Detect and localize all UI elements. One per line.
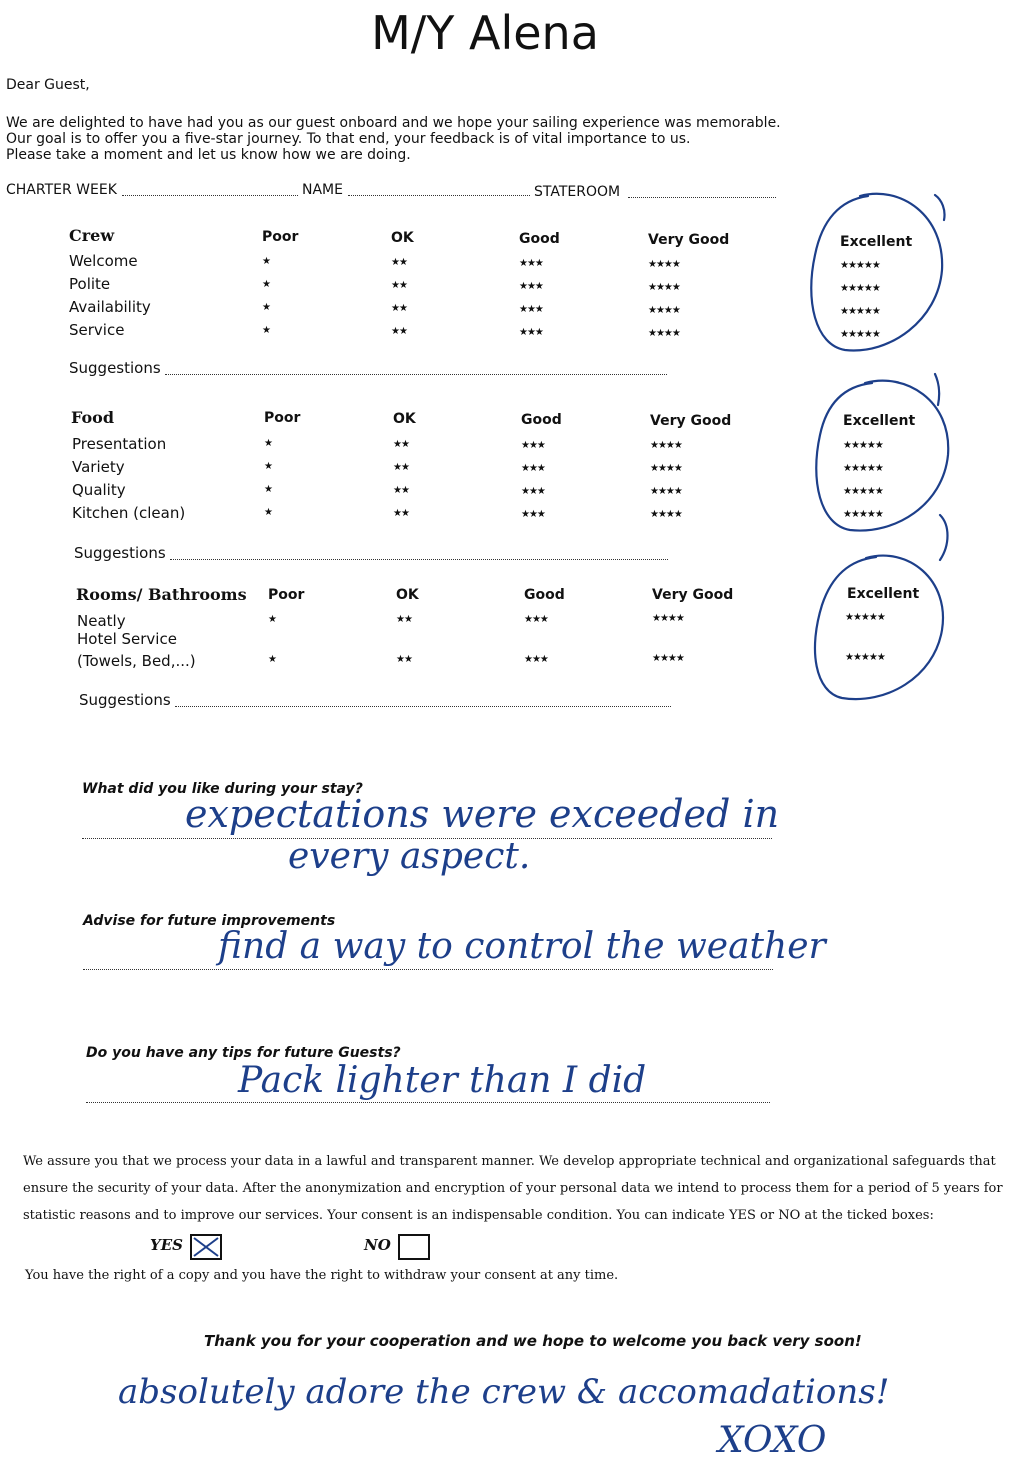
header-excellent: Excellent [840, 234, 913, 250]
star-rating-option[interactable]: ★★★ [521, 463, 545, 474]
question-tips: Do you have any tips for future Guests? [86, 1045, 401, 1061]
star-rating-option[interactable]: ★★★★★ [843, 463, 883, 474]
yes-label: YES [150, 1236, 183, 1254]
star-rating-option[interactable]: ★★★★★ [840, 260, 880, 271]
star-rating-option[interactable]: ★ [268, 654, 276, 665]
question-liked: What did you like during your stay? [82, 781, 363, 797]
star-rating-option[interactable]: ★ [264, 507, 272, 518]
star-rating-option[interactable]: ★★★★★ [845, 652, 885, 663]
star-rating-option[interactable]: ★★★★ [648, 282, 680, 293]
header-very-good: Very Good [652, 587, 734, 603]
header-good: Good [524, 587, 565, 603]
star-rating-option[interactable]: ★★★ [521, 440, 545, 451]
rating-label: Hotel Service [77, 630, 177, 648]
answer-tips: Pack lighter than I did [238, 1060, 647, 1101]
star-rating-option[interactable]: ★★★ [524, 614, 548, 625]
star-rating-option[interactable]: ★★★★★ [843, 486, 883, 497]
star-rating-option[interactable]: ★★ [396, 654, 412, 665]
star-rating-option[interactable]: ★★★★★ [845, 612, 885, 623]
consent-line-2: ensure the security of your data. After the anonymization and encryption of your personal data we intend to process them for a period of 5 years for [23, 1181, 1003, 1196]
stateroom-label: STATEROOM [534, 184, 621, 200]
star-rating-option[interactable]: ★ [262, 279, 270, 290]
question-improvements: Advise for future improvements [83, 913, 336, 929]
answer-liked-line-1: expectations were exceeded in [185, 792, 780, 836]
thank-you-text: Thank you for your cooperation and we hope to welcome you back very soon! [204, 1332, 862, 1350]
star-rating-option[interactable]: ★★★★ [648, 328, 680, 339]
rating-label: Quality [72, 481, 126, 499]
consent-line-1: We assure you that we process your data in a lawful and transparent manner. We develop appropriate technical and organizational safeguards that [23, 1154, 996, 1169]
star-rating-option[interactable]: ★★★★ [648, 305, 680, 316]
form-title: M/Y Alena [371, 6, 599, 60]
section-title-crew: Crew [69, 226, 115, 245]
rating-label: Availability [69, 298, 151, 316]
header-poor: Poor [264, 410, 301, 426]
header-good: Good [519, 231, 560, 247]
header-poor: Poor [268, 587, 305, 603]
star-rating-option[interactable]: ★★ [393, 439, 409, 450]
intro-line-3: Please take a moment and let us know how we are doing. [6, 147, 411, 163]
excellent-circle-food [816, 374, 948, 531]
header-excellent: Excellent [847, 586, 920, 602]
suggestions-label: Suggestions [74, 544, 166, 562]
consent-line-3: statistic reasons and to improve our services. Your consent is an indispensable condition. You can indicate YES or NO at the ticked boxes: [23, 1208, 934, 1223]
rating-label: Neatly [77, 612, 126, 630]
star-rating-option[interactable]: ★ [268, 614, 276, 625]
excellent-circle-rooms [815, 515, 948, 699]
star-rating-option[interactable]: ★★ [396, 614, 412, 625]
star-rating-option[interactable]: ★★★ [519, 327, 543, 338]
star-rating-option[interactable]: ★★★ [519, 258, 543, 269]
star-rating-option[interactable]: ★★★ [519, 304, 543, 315]
header-ok: OK [391, 230, 414, 246]
star-rating-option[interactable]: ★★★★ [650, 509, 682, 520]
salutation: Dear Guest, [6, 77, 90, 93]
header-very-good: Very Good [648, 232, 730, 248]
suggestions-label: Suggestions [79, 691, 171, 709]
star-rating-option[interactable]: ★★★★ [648, 259, 680, 270]
header-poor: Poor [262, 229, 299, 245]
star-rating-option[interactable]: ★★ [393, 508, 409, 519]
rating-label: Polite [69, 275, 111, 293]
star-rating-option[interactable]: ★★★★★ [840, 329, 880, 340]
intro-line-2: Our goal is to offer you a five-star journey. To that end, your feedback is of vital importance to us. [6, 131, 691, 147]
star-rating-option[interactable]: ★★ [393, 485, 409, 496]
star-rating-option[interactable]: ★★★★ [652, 613, 684, 624]
handwritten-note-line-1: absolutely adore the crew & accomadations! [118, 1372, 890, 1412]
star-rating-option[interactable]: ★★★★★ [840, 283, 880, 294]
star-rating-option[interactable]: ★ [264, 484, 272, 495]
no-label: NO [364, 1236, 391, 1254]
rating-label: Service [69, 321, 125, 339]
answer-liked-line-2: every aspect. [288, 836, 531, 877]
header-ok: OK [396, 587, 419, 603]
charter-week-label: CHARTER WEEK [6, 182, 117, 198]
header-very-good: Very Good [650, 413, 732, 429]
star-rating-option[interactable]: ★★ [391, 257, 407, 268]
star-rating-option[interactable]: ★ [264, 461, 272, 472]
star-rating-option[interactable]: ★★ [391, 326, 407, 337]
star-rating-option[interactable]: ★★★★ [650, 440, 682, 451]
star-rating-option[interactable]: ★ [264, 438, 272, 449]
star-rating-option[interactable]: ★★★★ [650, 486, 682, 497]
star-rating-option[interactable]: ★★★★ [652, 653, 684, 664]
star-rating-option[interactable]: ★ [262, 325, 270, 336]
rating-label: (Towels, Bed,...) [77, 652, 196, 670]
star-rating-option[interactable]: ★★★ [524, 654, 548, 665]
intro-line-1: We are delighted to have had you as our guest onboard and we hope your sailing experience was memorable. [6, 115, 781, 131]
header-ok: OK [393, 411, 416, 427]
name-label: NAME [302, 182, 343, 198]
star-rating-option[interactable]: ★★ [391, 280, 407, 291]
header-excellent: Excellent [843, 413, 916, 429]
suggestions-label: Suggestions [69, 359, 161, 377]
rating-label: Kitchen (clean) [72, 504, 186, 522]
star-rating-option[interactable]: ★ [262, 302, 270, 313]
star-rating-option[interactable]: ★★ [391, 303, 407, 314]
star-rating-option[interactable]: ★★★★★ [843, 509, 883, 520]
rating-label: Welcome [69, 252, 138, 270]
star-rating-option[interactable]: ★★★★ [650, 463, 682, 474]
star-rating-option[interactable]: ★★★ [519, 281, 543, 292]
star-rating-option[interactable]: ★★ [393, 462, 409, 473]
rating-label: Presentation [72, 435, 167, 453]
handwritten-note-line-2: XOXO [718, 1420, 827, 1461]
consent-rights: You have the right of a copy and you have the right to withdraw your consent at any time. [25, 1268, 619, 1283]
star-rating-option[interactable]: ★★★★★ [840, 306, 880, 317]
section-title-rooms: Rooms/ Bathrooms [76, 585, 247, 604]
header-good: Good [521, 412, 562, 428]
excellent-circle-crew [811, 194, 944, 351]
star-rating-option[interactable]: ★★★★★ [843, 440, 883, 451]
star-rating-option[interactable]: ★ [262, 256, 270, 267]
answer-improvements: find a way to control the weather [218, 926, 826, 967]
rating-label: Variety [72, 458, 125, 476]
section-title-food: Food [71, 408, 115, 427]
star-rating-option[interactable]: ★★★ [521, 486, 545, 497]
star-rating-option[interactable]: ★★★ [521, 509, 545, 520]
